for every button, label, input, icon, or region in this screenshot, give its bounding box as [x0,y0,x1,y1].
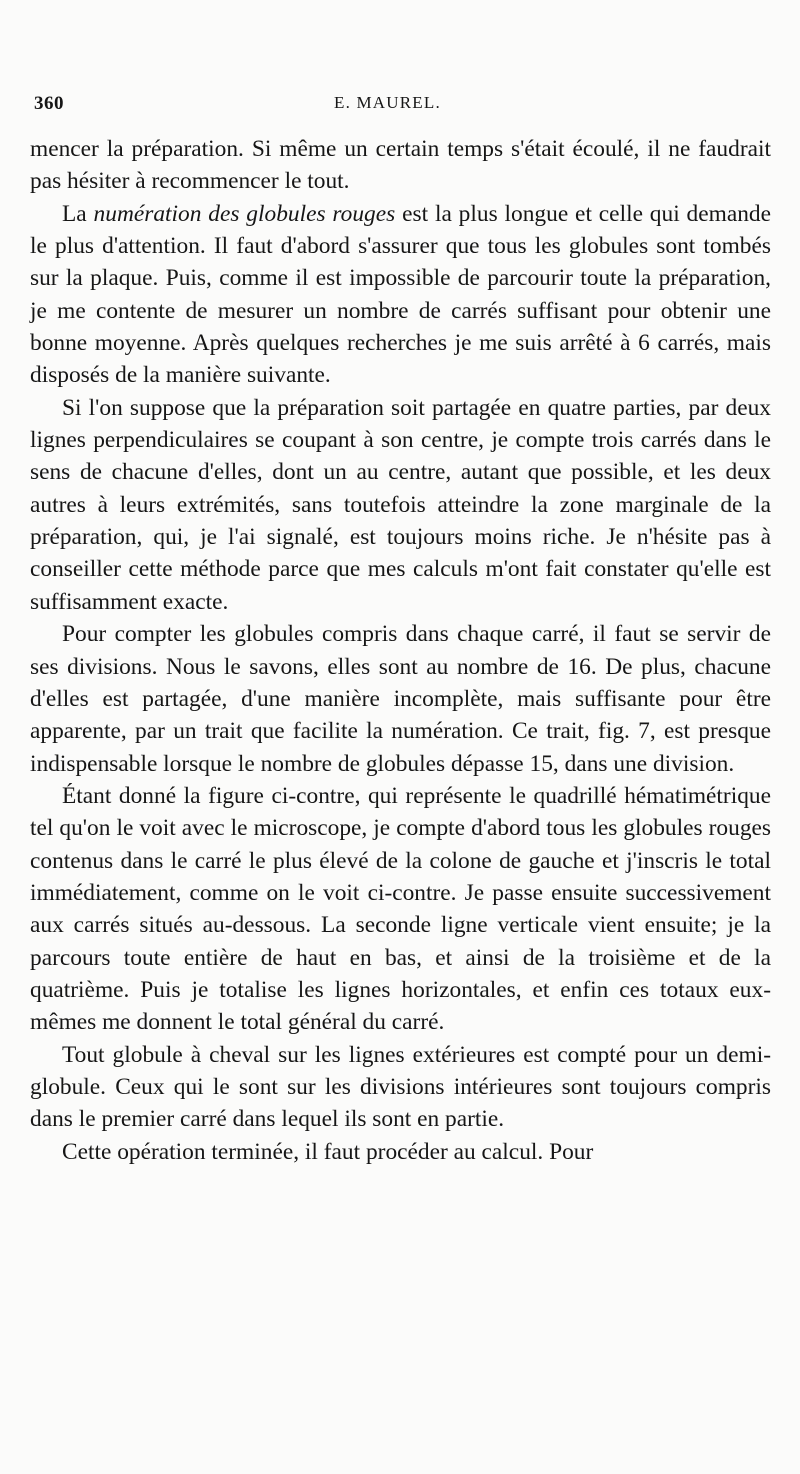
paragraph-calculation: Cette opération terminée, il faut procéder au calcul. Pour [62,1138,594,1165]
paragraph-half-globule: Tout globule à cheval sur les lignes extérieures est compté pour un demi-globule. Ceux qui le sont sur les divisions intérieures sont toujours compris dans le premier carré dans lequel ils sont en partie. [30,1041,771,1133]
running-head: E. MAUREL. [334,93,441,112]
page-header [34,93,760,121]
page-number: 360 [34,93,64,114]
paragraph-procedure: Étant donné la figure ci-contre, qui représente le quadrillé hématimétrique tel qu'on le voit avec le microscope, je compte d'abord tous les globules rouges contenus dans le carré le plus élevé de la colone de gauche et j'inscris le total immédiatement, comme on le voit ci-contre. Je passe ensuite successivement aux carrés situés au-dessous. La seconde ligne verticale vient ensuite; je la parcours toute entière de haut en bas, et ainsi de la troisième et de la quatrième. Puis je totalise les lignes horizontales, et enfin ces totaux eux-mêmes me donnent le total général du carré. [30,782,771,1036]
paragraph-intro: La [62,200,94,227]
paragraph-numeration [30,198,771,392]
paragraph-method: Si l'on suppose que la préparation soit partagée en quatre parties, par deux lignes perpendiculaires se coupant à son centre, je compte trois carrés dans le sens de chacune d'elles, dont un au centre, autant que possible, et les deux autres à leurs extrémités, sans toutefois atteindre la zone marginale de la préparation, qui, je l'ai signalé, est toujours moins riche. Je n'hésite pas à conseiller cette méthode parce que mes calculs m'ont fait constater qu'elle est suffisamment exacte. [30,394,771,615]
paragraph-rest: est la plus longue et celle qui demande le plus d'attention. Il faut d'abord s'assurer que tous les globules sont tombés sur la plaque. Puis, comme il est impossible de parcourir toute la préparation, je me contente de mesurer un nombre de carrés suffisant pour obtenir une bonne moyenne. Après quelques recherches je me suis arrêté à 6 carrés, mais disposés de la manière suivante. [30,200,771,389]
body-text [30,133,771,1168]
paragraph-divisions: Pour compter les globules compris dans chaque carré, il faut se servir de ses divisions. Nous le savons, elles sont au nombre de 16. De plus, chacune d'elles est partagée, d'une manière incomplète, mais suffisante pour être apparente, par un trait que facilite la numération. Ce trait, fig. 7, est presque indispensable lorsque le nombre de globules dépasse 15, dans une division. [30,621,771,777]
italic-term: numération des globules rouges [93,200,396,227]
paragraph-continued: mencer la préparation. Si même un certain temps s'était écoulé, il ne faudrait pas hésiter à recommencer le tout. [30,136,771,195]
